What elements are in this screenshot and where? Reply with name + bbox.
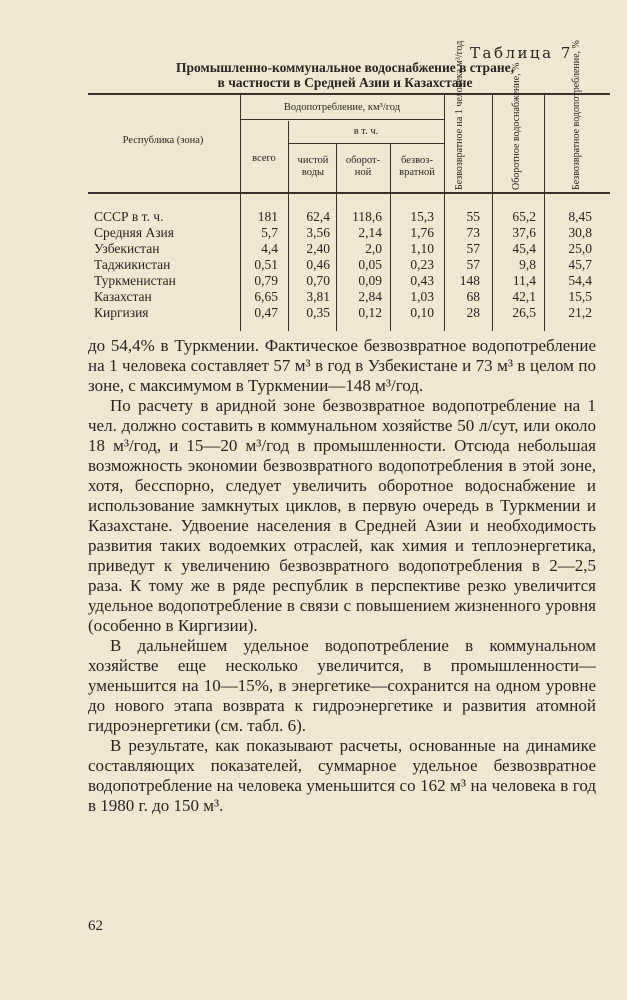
cell-nonret: 1,10 (410, 241, 434, 256)
cell-name: Таджикистан (94, 257, 171, 272)
paragraph-3: В дальнейшем удельное водопотребление в коммунальном хозяйстве еще несколько увеличится, в промышленности—уменьшится на 10—15%, в энергетике—сохранится на одном уровне до нового этапа возврата к гидроэнергетике и развития атомной гидроэнергетики (см. табл. 6). (88, 636, 596, 735)
cell-name: Узбекистан (94, 241, 160, 256)
cell-total: 0,79 (254, 273, 278, 288)
header-of-which: в т. ч. (353, 126, 379, 137)
cell-per: 148 (459, 273, 480, 288)
cell-nonret: 1,03 (410, 289, 434, 304)
header-republic: Республика (зона) (122, 135, 204, 146)
cell-total: 4,4 (261, 241, 278, 256)
table-title-line-1: Промышленно-коммунальное водоснабжение в стране, (176, 60, 514, 75)
cell-name: Туркменистан (94, 273, 176, 288)
table-label: Таблица 7 (470, 44, 573, 62)
cell-per: 68 (466, 289, 480, 304)
cell-circ-pct: 9,8 (519, 257, 536, 272)
header-nonreturn: безвоз-вратной (399, 155, 435, 178)
cell-per: 73 (466, 225, 480, 240)
cell-clean: 3,56 (306, 225, 330, 240)
cell-clean: 0,35 (306, 305, 330, 320)
header-nonreturn-use: Безвозвратное водопотребление, % (571, 40, 582, 190)
header-circulating: оборот-ной (345, 155, 381, 178)
cell-nonret: 1,76 (410, 225, 434, 240)
cell-nonret-pct: 45,7 (568, 257, 592, 272)
header-circulating-supply: Оборотное водоснабжение, % (511, 62, 522, 190)
cell-circ-pct: 37,6 (512, 225, 536, 240)
cell-nonret-pct: 25,0 (568, 241, 592, 256)
cell-total: 0,47 (254, 305, 278, 320)
cell-nonret: 15,3 (410, 209, 434, 224)
cell-circ: 0,05 (358, 257, 382, 272)
cell-circ: 0,09 (358, 273, 382, 288)
cell-clean: 2,40 (306, 241, 330, 256)
cell-per: 28 (466, 305, 480, 320)
cell-per: 57 (466, 241, 480, 256)
cell-clean: 3,81 (306, 289, 330, 304)
cell-name: Казахстан (94, 289, 152, 304)
cell-nonret-pct: 30,8 (568, 225, 592, 240)
header-nonreturn-per-person: Безвозвратное на 1 человека м³/год (454, 40, 465, 190)
cell-nonret-pct: 15,5 (568, 289, 592, 304)
body-text (88, 336, 596, 816)
table-title (110, 60, 580, 90)
cell-circ-pct: 26,5 (512, 305, 536, 320)
cell-circ: 2,84 (358, 289, 382, 304)
cell-nonret-pct: 8,45 (568, 209, 592, 224)
cell-circ-pct: 65,2 (512, 209, 536, 224)
cell-nonret-pct: 21,2 (568, 305, 592, 320)
cell-per: 55 (466, 209, 480, 224)
cell-circ: 2,14 (358, 225, 382, 240)
cell-circ-pct: 11,4 (512, 273, 536, 288)
cell-circ-pct: 45,4 (512, 241, 536, 256)
paragraph-1: до 54,4% в Туркмении. Фактическое безвозвратное водопотребление на 1 человека составляет 57 м³ в год в Узбекистане и 73 м³ в целом по зоне, с максимумом в Туркмении—148 м³/год. (88, 336, 596, 395)
cell-name: Средняя Азия (94, 225, 174, 240)
cell-circ: 2,0 (365, 241, 382, 256)
header-water-use: Водопотребление, км³/год (283, 102, 401, 113)
cell-nonret-pct: 54,4 (568, 273, 592, 288)
cell-clean: 62,4 (306, 209, 330, 224)
cell-total: 0,51 (254, 257, 278, 272)
cell-clean: 0,46 (306, 257, 330, 272)
header-clean-water: чистой воды (297, 155, 329, 178)
cell-clean: 0,70 (306, 273, 330, 288)
cell-total: 6,65 (254, 289, 278, 304)
paragraph-2: По расчету в аридной зоне безвозвратное водопотребление на 1 чел. должно составить в коммунальном хозяйстве 50 л/сут, или около 18 м³/год, и 15—20 м³/год в промышленности. Отсюда небольшая возможность экономии безвозвратного водопотребления в этой зоне, хотя, бесспорно, следует увеличить оборотное водоснабжение и использование замкнутых циклов, в первую очередь в Туркмении и Казахстане. Удвоение населения в Средней Азии и необходимость развития таких водоемких отраслей, как химия и теплоэнергетика, приведут к увеличению безвозвратного водопотребления в 2—2,5 раза. К тому же в ряде республик в перспективе резко увеличится удельное водопотребление в связи с повышением жизненного уровня (особенно в Киргизии). (88, 396, 596, 635)
cell-nonret: 0,43 (410, 273, 434, 288)
cell-per: 57 (466, 257, 480, 272)
cell-total: 181 (257, 209, 278, 224)
cell-nonret: 0,23 (410, 257, 434, 272)
cell-circ-pct: 42,1 (512, 289, 536, 304)
cell-circ: 118,6 (352, 209, 382, 224)
cell-name: СССР в т. ч. (94, 209, 164, 224)
page-number: 62 (88, 918, 103, 934)
cell-circ: 0,12 (358, 305, 382, 320)
paragraph-4: В результате, как показывают расчеты, основанные на динамике составляющих показателей, суммарное удельное безвозвратное водопотребление на человека уменьшится со 162 м³ на человека в год в 1980 г. до 150 м³. (88, 736, 596, 815)
cell-total: 5,7 (261, 225, 278, 240)
cell-nonret: 0,10 (410, 305, 434, 320)
table-title-line-2: в частности в Средней Азии и Казахстане (217, 75, 473, 90)
cell-name: Киргизия (94, 305, 149, 320)
header-total: всего (252, 153, 276, 164)
